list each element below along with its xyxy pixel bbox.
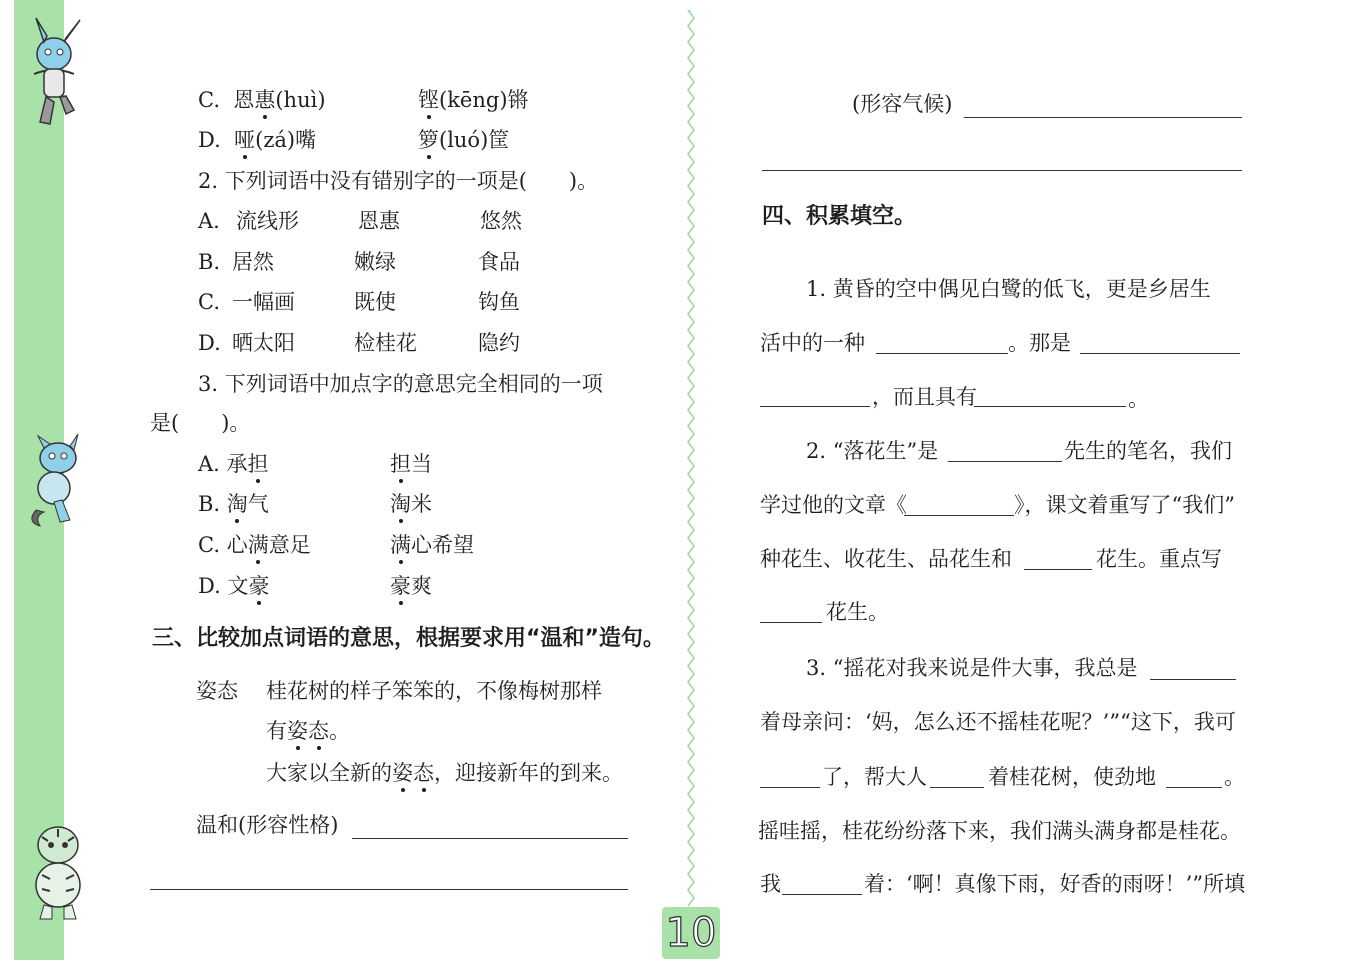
- fill-1-line-2: 活中的一种 。那是: [760, 331, 1071, 355]
- fill-2-line-4: 花生。: [826, 600, 889, 624]
- fill-2-line-2b: 》，课文着重写了“我们”: [1014, 493, 1235, 517]
- page-divider-zigzag: [686, 10, 696, 910]
- blank[interactable]: [1150, 679, 1236, 680]
- q2-stem: 2. 下列词语中没有错别字的一项是( )。: [198, 169, 599, 193]
- fill-3-line-3b: 着桂花树，使劲地: [988, 765, 1156, 789]
- answer-line[interactable]: [762, 170, 1242, 171]
- blank[interactable]: [974, 406, 1126, 407]
- section3-title: 三、比较加点词语的意思，根据要求用“温和”造句。: [152, 626, 665, 651]
- q3-option-d: D. 文豪 豪爽: [198, 574, 432, 598]
- sec3-word: 姿态: [196, 679, 238, 703]
- blank[interactable]: [1024, 569, 1092, 570]
- fill-2-line-1a: 2. “落花生”是: [806, 439, 939, 463]
- fill-3-line-4: 摇哇摇，桂花纷纷落下来，我们满头满身都是桂花。: [758, 819, 1241, 843]
- sec3-sentence-1: 桂花树的样子笨笨的，不像梅树那样: [266, 679, 602, 703]
- rabbit-mascot-icon: [14, 14, 94, 129]
- blank[interactable]: [948, 461, 1062, 462]
- q2-option-b: B. 居然 嫩绿 食品: [198, 250, 520, 274]
- fill-2-line-1b: 先生的笔名，我们: [1064, 439, 1232, 463]
- blank[interactable]: [760, 787, 820, 788]
- q2-option-d: D. 晒太阳 检桂花 隐约: [198, 331, 520, 355]
- q2-option-c: C. 一幅画 既使 钩鱼: [198, 290, 520, 314]
- answer-line[interactable]: [150, 889, 628, 890]
- blank[interactable]: [760, 622, 822, 623]
- blank[interactable]: [876, 353, 1008, 354]
- answer-line[interactable]: [352, 838, 628, 839]
- climate-prompt: (形容气候): [852, 92, 953, 116]
- fill-3-line-1: 3. “摇花对我来说是件大事，我总是: [806, 656, 1138, 680]
- q3-stem-cont: 是( )。: [150, 411, 251, 435]
- q1-option-d: D. 哑(zá)嘴 箩(luó)筐: [198, 128, 510, 152]
- answer-line[interactable]: [964, 117, 1242, 118]
- fill-1-line-3b: 。: [1128, 387, 1149, 411]
- section4-title: 四、积累填空。: [762, 204, 917, 229]
- fill-3-line-5a: 我: [760, 872, 781, 896]
- fill-2-line-2a: 学过他的文章《: [760, 493, 907, 517]
- q1-option-c: C. 恩惠(huì) 铿(kēng)锵: [198, 88, 529, 112]
- blank[interactable]: [782, 894, 862, 895]
- q2-option-a: A. 流线形 恩惠 悠然: [198, 209, 522, 233]
- fill-2-line-3a: 种花生、收花生、品花生和: [760, 547, 1012, 571]
- sec3-sentence-1-cont: 有姿态。: [266, 719, 350, 743]
- q3-option-a: A. 承担 担当: [198, 452, 432, 476]
- q3-option-b: B. 淘气 淘米: [198, 492, 432, 516]
- fill-1-line-1: 1. 黄昏的空中偶见白鹭的低飞，更是乡居生: [806, 277, 1211, 301]
- page-number: 10: [662, 907, 720, 959]
- blank[interactable]: [930, 787, 984, 788]
- tiger-mascot-icon: [14, 815, 94, 925]
- blank[interactable]: [760, 406, 870, 407]
- sec3-prompt: 温和(形容性格): [196, 813, 339, 837]
- fill-1-line-3a: ，而且具有: [872, 385, 977, 409]
- blank[interactable]: [1080, 353, 1240, 354]
- blank[interactable]: [1166, 787, 1222, 788]
- fill-3-line-5b: 着：‘啊！真像下雨，好香的雨呀！’”所填: [864, 872, 1246, 896]
- blank[interactable]: [904, 515, 1014, 516]
- sec3-sentence-2: 大家以全新的姿态，迎接新年的到来。: [266, 761, 623, 785]
- q3-stem: 3. 下列词语中加点字的意思完全相同的一项: [198, 372, 603, 396]
- fill-3-line-3a: 了，帮大人: [822, 765, 927, 789]
- fill-3-line-2: 着母亲问：‘妈，怎么还不摇桂花呢？’”“这下，我可: [760, 710, 1236, 734]
- raccoon-mascot-icon: [14, 430, 94, 530]
- fill-2-line-3b: 花生。重点写: [1096, 547, 1222, 571]
- q3-option-c: C. 心满意足 满心希望: [198, 533, 474, 557]
- fill-3-line-3c: 。: [1224, 765, 1245, 789]
